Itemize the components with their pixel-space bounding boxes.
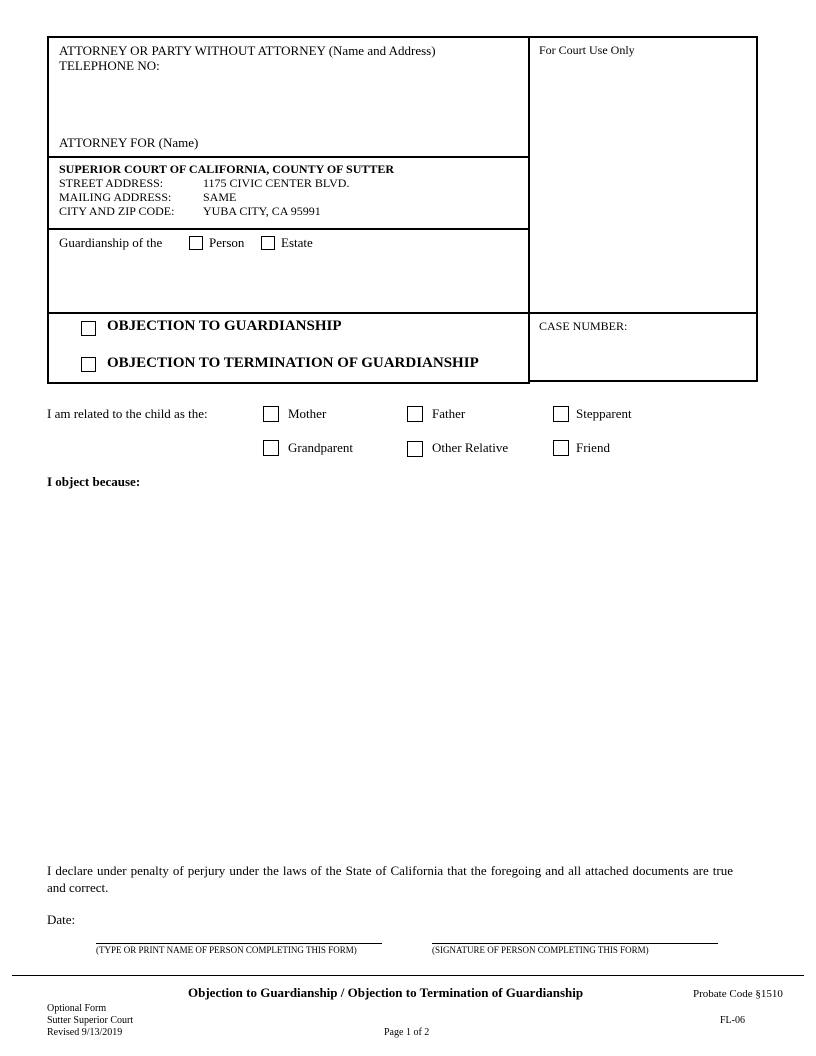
stepparent-label: Stepparent	[576, 406, 632, 421]
court-use-box	[528, 36, 758, 314]
footer-divider	[12, 975, 804, 976]
revised-date: Revised 9/13/2019	[47, 1027, 123, 1038]
date-label: Date:	[47, 912, 76, 927]
name-line[interactable]	[96, 943, 382, 944]
father-checkbox[interactable]	[407, 406, 423, 422]
objection-termination-checkbox[interactable]	[81, 357, 96, 372]
objection-termination-title: OBJECTION TO TERMINATION OF GUARDIANSHIP	[107, 355, 479, 371]
friend-checkbox[interactable]	[553, 440, 569, 456]
other-relative-checkbox[interactable]	[407, 441, 423, 457]
page-number: Page 1 of 2	[384, 1027, 430, 1038]
case-number-label: CASE NUMBER:	[539, 319, 628, 333]
other-relative-label: Other Relative	[432, 440, 509, 455]
telephone-label: TELEPHONE NO:	[59, 58, 160, 73]
objection-guardianship-title: OBJECTION TO GUARDIANSHIP	[107, 318, 342, 334]
friend-label: Friend	[576, 440, 610, 455]
grandparent-label: Grandparent	[288, 440, 353, 455]
father-label: Father	[432, 406, 466, 421]
objection-reasons-label: I object because:	[47, 474, 141, 489]
person-checkbox[interactable]	[189, 236, 203, 250]
declaration-text: I declare under penalty of perjury under the laws of the State of California that the foregoing and all attached documents are true and correct.	[47, 863, 733, 895]
grandparent-checkbox[interactable]	[263, 440, 279, 456]
guardianship-label: Guardianship of the	[59, 235, 163, 250]
mailing-label: MAILING ADDRESS:	[59, 190, 172, 204]
name-caption: (TYPE OR PRINT NAME OF PERSON COMPLETING THIS FORM)	[96, 945, 357, 955]
estate-label: Estate	[281, 235, 313, 250]
person-label: Person	[209, 235, 245, 250]
street-value: 1175 CIVIC CENTER BLVD.	[203, 176, 350, 190]
estate-checkbox[interactable]	[261, 236, 275, 250]
objection-guardianship-checkbox[interactable]	[81, 321, 96, 336]
street-label: STREET ADDRESS:	[59, 176, 164, 190]
court-name: SUPERIOR COURT OF CALIFORNIA, COUNTY OF SUTTER	[59, 162, 395, 176]
city-value: YUBA CITY, CA 95991	[203, 204, 321, 218]
probate-code: Probate Code §1510	[693, 988, 783, 1000]
court-use-label: For Court Use Only	[539, 43, 635, 57]
optional-form: Optional Form	[47, 1003, 107, 1014]
attorney-label: ATTORNEY OR PARTY WITHOUT ATTORNEY (Name and Address)	[59, 43, 436, 58]
mother-checkbox[interactable]	[263, 406, 279, 422]
city-label: CITY AND ZIP CODE:	[59, 204, 175, 218]
signature-caption: (SIGNATURE OF PERSON COMPLETING THIS FORM)	[432, 945, 649, 955]
signature-line[interactable]	[432, 943, 718, 944]
mailing-value: SAME	[203, 190, 237, 204]
mother-label: Mother	[288, 406, 327, 421]
objection-reasons-area[interactable]	[47, 495, 733, 845]
relation-prompt: I am related to the child as the:	[47, 406, 208, 421]
footer-title: Objection to Guardianship / Objection to Termination of Guardianship	[188, 985, 584, 1000]
attorney-for-label: ATTORNEY FOR (Name)	[59, 135, 199, 150]
footer-court: Sutter Superior Court	[47, 1015, 134, 1026]
form-number: FL-06	[720, 1015, 745, 1026]
stepparent-checkbox[interactable]	[553, 406, 569, 422]
